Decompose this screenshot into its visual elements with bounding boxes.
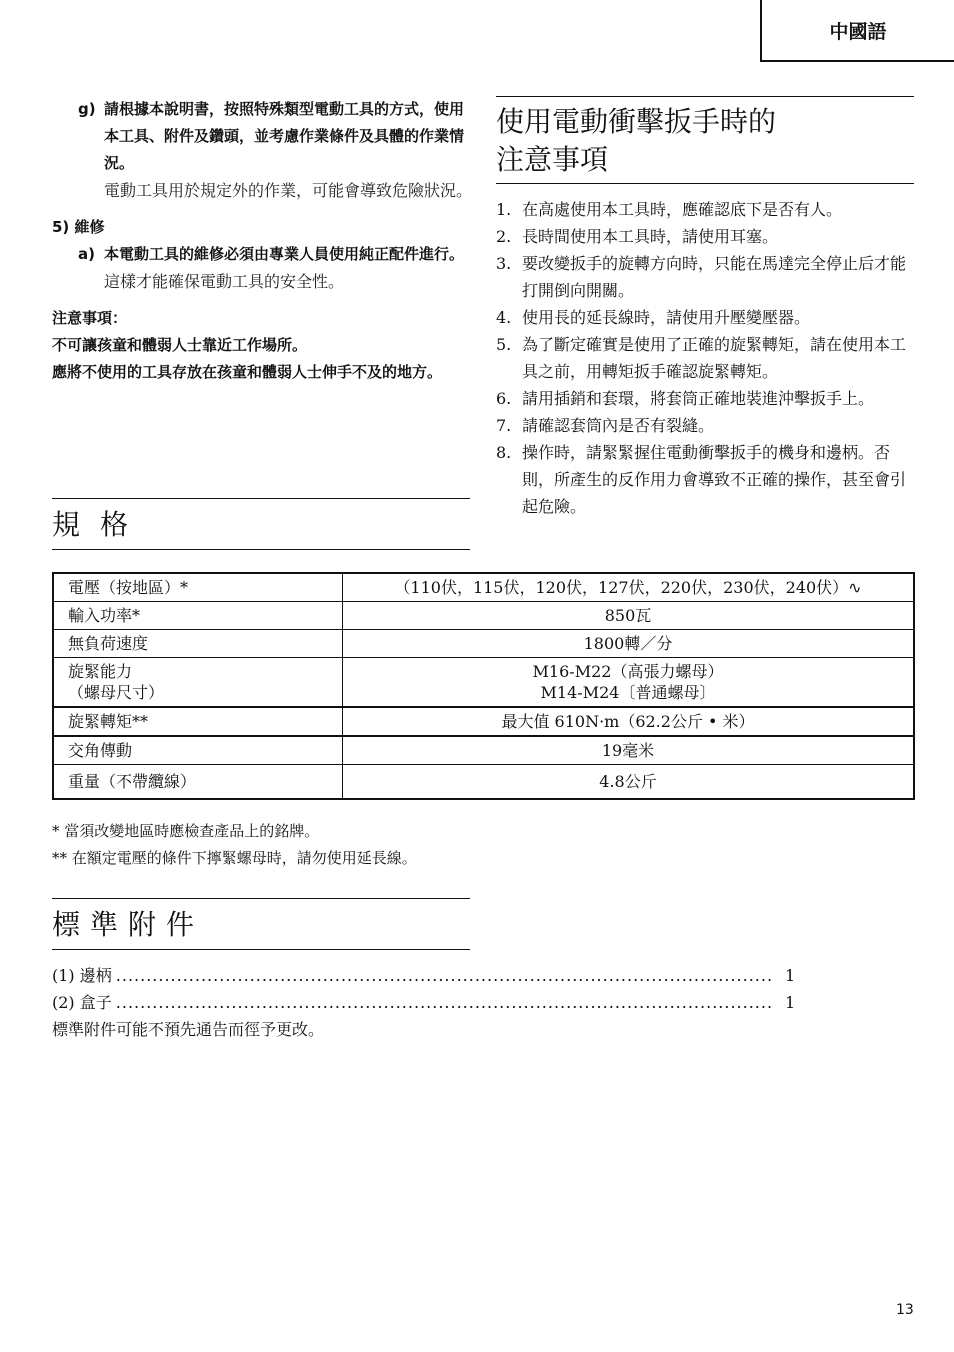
spec-value: 19毫米 (343, 736, 915, 765)
accessories-note: 標準附件可能不預先通告而徑予更改。 (52, 1020, 325, 1039)
item-text: 在高處使用本工具時，應確認底下是否有人。 (522, 200, 843, 219)
item-number: 8. (496, 443, 512, 462)
list-item (496, 412, 916, 439)
footnote-2: ** 在額定電壓的條件下擰緊螺母時，請勿使用延長線。 (52, 849, 417, 867)
table-row (53, 765, 914, 800)
accessories-heading: 標準附件 (52, 898, 470, 950)
page-number: 13 (896, 1302, 914, 1318)
precautions-list (496, 196, 916, 520)
footnote-1: * 當須改變地區時應檢查產品上的銘牌。 (52, 822, 320, 840)
item-note: 這樣才能確保電動工具的安全性。 (104, 272, 345, 291)
list-item (496, 439, 916, 520)
item-text: 本電動工具的維修必須由專業人員使用純正配件進行。 (104, 245, 465, 263)
caution-line-2: 應將不使用的工具存放在孩童和體弱人士伸手不及的地方。 (52, 363, 443, 381)
accessory-qty: 1 (785, 966, 796, 985)
list-item (496, 250, 916, 304)
item-note: 電動工具用於規定外的作業，可能會導致危險狀況。 (104, 181, 473, 200)
item-number: 1. (496, 200, 512, 219)
safety-item-g (52, 96, 472, 177)
list-item (52, 989, 796, 1016)
specifications-table (52, 572, 915, 800)
spec-value: 4.8公斤 (343, 765, 915, 800)
item-number: 2. (496, 227, 512, 246)
item-text: 請根據本說明書，按照特殊類型電動工具的方式，使用本工具、附件及鑽頭，並考慮作業條件及具體的作業情況。 (104, 100, 465, 172)
table-row (53, 658, 914, 708)
accessory-label: (1) 邊柄 (52, 966, 112, 985)
list-item (496, 304, 916, 331)
spec-key: 輸入功率* (53, 602, 343, 630)
table-row (53, 736, 914, 765)
list-item (496, 331, 916, 385)
item-number: 5. (496, 335, 512, 354)
accessories-list (52, 962, 796, 1043)
table-row (53, 630, 914, 658)
item-number: 4. (496, 308, 512, 327)
spec-value: 850瓦 (343, 602, 915, 630)
spec-key: 無負荷速度 (53, 630, 343, 658)
leader-dots: ............................................................................................................ (115, 993, 774, 1012)
precautions-title-line-2: 注意事項 (496, 143, 609, 176)
item-text: 使用長的延長線時，請使用升壓變壓器。 (522, 308, 811, 327)
item-label: a) (78, 245, 95, 263)
spec-key-line-2: （螺母尺寸） (68, 683, 165, 702)
caution-title: 注意事項： (52, 309, 128, 327)
item-number: 6. (496, 389, 512, 408)
spec-key: 交角傳動 (53, 736, 343, 765)
spec-value (343, 658, 915, 708)
precautions-title-line-1: 使用電動衝擊扳手時的 (496, 105, 777, 138)
spec-key (53, 658, 343, 708)
specifications-heading: 規格 (52, 498, 470, 550)
list-item (496, 196, 916, 223)
spec-value: 最大值 610N·m（62.2公斤 • 米） (343, 707, 915, 736)
spec-value-line-1: M16-M22（高張力螺母） (532, 662, 724, 681)
item-number: 7. (496, 416, 512, 435)
table-row (53, 602, 914, 630)
item-text: 為了斷定確實是使用了正確的旋緊轉矩，請在使用本工具之前，用轉矩扳手確認旋緊轉矩。 (522, 335, 907, 381)
leader-dots: ............................................................................................................ (115, 966, 774, 985)
table-row (53, 707, 914, 736)
left-column (52, 96, 472, 386)
item-text: 請用插銷和套環，將套筒正確地裝進沖擊扳手上。 (522, 389, 875, 408)
item-label: g) (78, 100, 96, 118)
spec-footnotes (52, 818, 912, 872)
item-text: 長時間使用本工具時，請使用耳塞。 (522, 227, 779, 246)
spec-key: 電壓（按地區）* (53, 573, 343, 602)
maintenance-title: 5) 維修 (52, 218, 105, 236)
spec-key-line-1: 旋緊能力 (68, 662, 133, 681)
caution-line-1: 不可讓孩童和體弱人士靠近工作場所。 (52, 336, 308, 354)
item-text: 請確認套筒內是否有裂縫。 (522, 416, 715, 435)
spec-value: （110伏，115伏，120伏，127伏，220伏，230伏，240伏）∿ (343, 573, 915, 602)
spec-key: 旋緊轉矩** (53, 707, 343, 736)
item-number: 3. (496, 254, 512, 273)
item-text: 要改變扳手的旋轉方向時，只能在馬達完全停止后才能打開倒向開關。 (522, 254, 907, 300)
maintenance-item-a (52, 241, 472, 268)
spec-value-line-2: M14-M24〔普通螺母〕 (540, 683, 716, 702)
item-text: 操作時，請緊緊握住電動衝擊扳手的機身和邊柄。否則，所產生的反作用力會導致不正確的操作，甚至會引起危險。 (522, 443, 907, 516)
list-item (52, 962, 796, 989)
accessory-qty: 1 (785, 993, 796, 1012)
list-item (496, 385, 916, 412)
list-item (496, 223, 916, 250)
right-column (496, 96, 916, 520)
spec-value: 1800轉／分 (343, 630, 915, 658)
language-tab: 中國語 (760, 0, 954, 62)
table-row (53, 573, 914, 602)
spec-key: 重量（不帶纜線） (53, 765, 343, 800)
precautions-heading (496, 96, 914, 184)
accessory-label: (2) 盒子 (52, 993, 112, 1012)
